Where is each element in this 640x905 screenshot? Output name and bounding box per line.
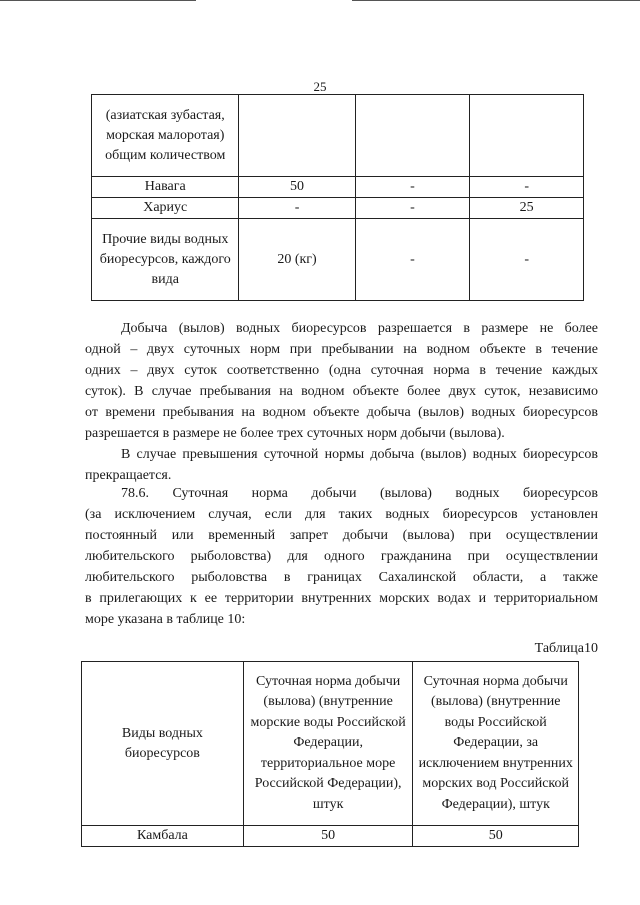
table-row [92,198,584,219]
value-cell: - [239,198,355,219]
value-cell [355,95,470,177]
paragraph-catch-limit [85,318,598,444]
text-line: от времени пребывания на водном объекте добыча (вылов) водных биоресурсов [85,405,598,420]
text-line: разрешается в размере не более трех суточных норм добычи (вылова). [85,426,505,441]
text-line: суток). В случае пребывания на водном объекте более двух суток, независимо [85,384,598,399]
value-cell: 50 [239,177,355,198]
text-line: Добыча (вылов) водных биоресурсов разрешается в размере не более [121,321,598,336]
species-cell: Хариус [92,198,239,219]
species-cell: Камбала [82,826,244,847]
value-cell: - [355,177,470,198]
value-cell [239,95,355,177]
scan-top-edge-left [0,0,196,1]
text-line: В случае превышения суточной нормы добыча (вылов) водных биоресурсов [121,447,598,462]
text-line: (за исключением случая, если для таких водных биоресурсов установлен [85,507,598,522]
table-row [92,95,584,177]
value-cell: - [470,219,584,301]
table-10 [81,661,579,847]
value-cell: - [355,198,470,219]
value-cell: 20 (кг) [239,219,355,301]
text-line: любительского рыболовства) для одного гражданина при осуществлении [85,549,598,564]
species-cell: Прочие виды водных биоресурсов, каждого вида [92,219,239,301]
text-line: одних – двух суток соответственно (одна суточная норма в течение каждых [85,363,598,378]
species-cell: Навага [92,177,239,198]
scan-top-edge-right [352,0,640,1]
value-cell [470,95,584,177]
header-inland-waters: Суточная норма добычи (вылова) (внутренние воды Российской Федерации, за исключением внутренних морских вод Российской Федерации), штук [413,662,579,826]
text-line: море указана в таблице 10: [85,612,246,627]
text-line: в прилегающих к ее территории внутренних морских водах и территориальном [85,591,598,606]
text-line: прекращается. [85,468,172,483]
table-9-continuation [91,94,584,301]
table-row [92,177,584,198]
text-line: 78.6. Суточная норма добычи (вылова) водных биоресурсов [121,486,598,501]
header-sea-waters: Суточная норма добычи (вылова) (внутренние морские воды Российской Федерации, территориальное море Российской Федерации), штук [243,662,413,826]
page-number: 25 [313,79,327,94]
text-line: одной – двух суточных норм при пребывании на водном объекте в течение [85,342,598,357]
paragraph-78-6 [85,483,598,630]
text-line: любительского рыболовства в границах Сахалинской области, а также [85,570,598,585]
text-line: постоянный или временный запрет добычи (вылова) при осуществлении [85,528,598,543]
table-header-row [82,662,579,826]
value-cell: 25 [470,198,584,219]
value-cell: - [355,219,470,301]
value-cell: - [470,177,584,198]
value-cell: 50 [413,826,579,847]
paragraph-exceed [85,444,598,486]
value-cell: 50 [243,826,413,847]
header-species: Виды водных биоресурсов [82,662,244,826]
table-row [92,219,584,301]
table-10-caption: Таблица10 [534,641,598,656]
species-cell: (азиатская зубастая, морская малоротая) общим количеством [92,95,239,177]
table-row [82,826,579,847]
